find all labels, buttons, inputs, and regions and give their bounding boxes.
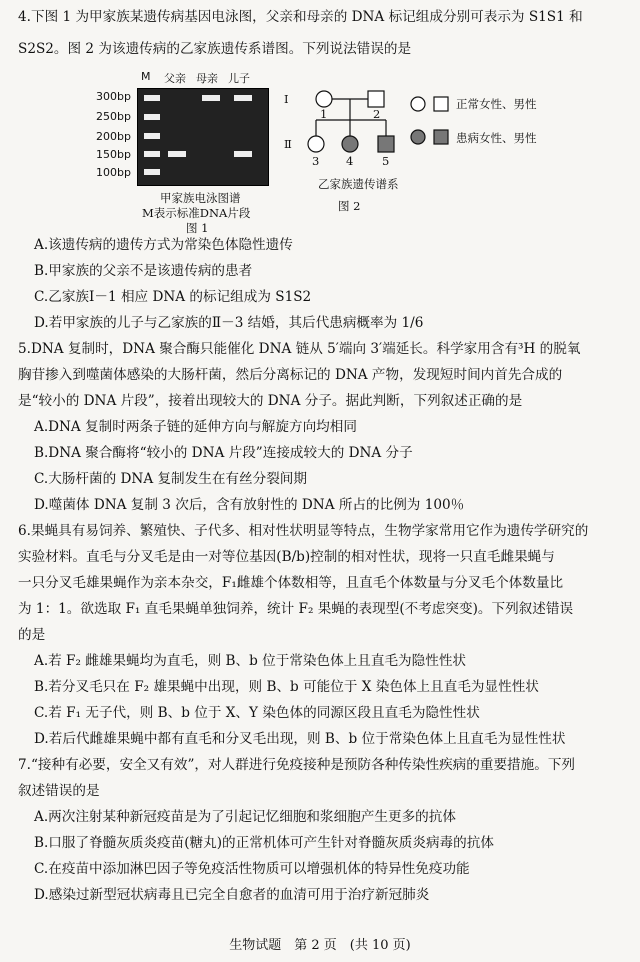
q6-option-d: D.若后代雌雄果蝇中都有直毛和分叉毛出现，则 B、b 位于常染色体上且直毛为显性性状	[34, 731, 566, 747]
legend-affected-text: 患病女性、男性	[456, 131, 537, 145]
fig1-label: 图 1	[186, 221, 209, 235]
q5-option-b: B.DNA 聚合酶将“较小的 DNA 片段”连接成较大的 DNA 分子	[34, 445, 413, 461]
q4-stem-line2: S2S2。图 2 为该遗传病的乙家族遗传系谱图。下列说法错误的是	[18, 41, 412, 57]
pedigree-i1-female	[316, 91, 332, 107]
marker-300: 300bp	[96, 90, 131, 103]
fig2-label: 图 2	[338, 199, 361, 213]
q4-stem-line1: 4.下图 1 为甲家族某遗传病基因电泳图，父亲和母亲的 DNA 标记组成分别可表示为 S1S1 和	[18, 9, 583, 25]
marker-150: 150bp	[96, 148, 131, 161]
q7-stem-line2: 叙述错误的是	[18, 783, 100, 799]
page-footer: 生物试题 第 2 页 (共 10 页)	[229, 938, 411, 953]
marker-100: 100bp	[96, 166, 131, 179]
fig2-caption: 乙家族遗传谱系	[318, 177, 399, 191]
q6-stem-line1: 6.果蝇具有易饲养、繁殖快、子代多、相对性状明显等特点，生物学家常用它作为遗传学研究的	[18, 523, 589, 539]
q6-stem-line3: 一只分叉毛雄果蝇作为亲本杂交，F₁雌雄个体数相等，且直毛个体数量与分叉毛个体数量比	[18, 575, 564, 591]
q6-stem-line2: 实验材料。直毛与分叉毛是由一对等位基因(B/b)控制的相对性状，现将一只直毛雌果蝇与	[18, 549, 555, 565]
legend-affected-male	[434, 130, 448, 144]
q6-option-b: B.若分叉毛只在 F₂ 雄果蝇中出现，则 B、b 可能位于 X 染色体上且直毛为显性性状	[34, 679, 539, 695]
num-3: 3	[312, 154, 320, 168]
q4-option-a: A.该遗传病的遗传方式为常染色体隐性遗传	[34, 237, 293, 253]
lane-label-son: 儿子	[228, 72, 250, 85]
fig1-caption1: 甲家族电泳图谱	[160, 191, 241, 205]
q5-option-d: D.噬菌体 DNA 复制 3 次后，含有放射性的 DNA 所占的比例为 100％	[34, 497, 465, 513]
q6-stem-line4: 为 1：1。欲选取 F₁ 直毛果蝇单独饲养，统计 F₂ 果蝇的表现型(不考虑突变)。下列叙述错误	[18, 601, 574, 617]
q4-option-b: B.甲家族的父亲不是该遗传病的患者	[34, 263, 253, 279]
q5-option-c: C.大肠杆菌的 DNA 复制发生在有丝分裂间期	[34, 471, 307, 487]
q7-option-c: C.在疫苗中添加淋巴因子等免疫活性物质可以增强机体的特异性免疫功能	[34, 861, 470, 877]
q5-stem-line2: 胸苷掺入到噬菌体感染的大肠杆菌，然后分离标记的 DNA 产物，发现短时间内首先合成的	[18, 367, 563, 383]
fig1-caption2: M表示标准DNA片段	[142, 206, 251, 220]
q6-option-a: A.若 F₂ 雌雄果蝇均为直毛，则 B、b 位于常染色体上且直毛为隐性性状	[34, 653, 467, 669]
pedigree-i2-male	[368, 91, 384, 107]
pedigree-ii5-affected-male	[378, 136, 394, 152]
q7-option-b: B.口服了脊髓灰质炎疫苗(糖丸)的正常机体可产生针对脊髓灰质炎病毒的抗体	[34, 835, 494, 851]
q6-option-c: C.若 F₁ 无子代，则 B、b 位于 X、Y 染色体的同源区段且直毛为隐性性状	[34, 705, 480, 721]
pedigree-ii4-affected-female	[342, 136, 358, 152]
lane-label-mother: 母亲	[196, 72, 218, 85]
num-1: 1	[320, 107, 328, 121]
gen-label-1: Ⅰ	[284, 92, 289, 106]
q7-stem-line1: 7.“接种有必要，安全又有效”，对人群进行免疫接种是预防各种传染性疾病的重要措施。下列	[18, 757, 576, 773]
q6-stem-line5: 的是	[18, 627, 46, 643]
q7-option-a: A.两次注射某种新冠疫苗是为了引起记忆细胞和浆细胞产生更多的抗体	[34, 809, 456, 825]
q4-option-c: C.乙家族Ⅰ－1 相应 DNA 的标记组成为 S1S2	[34, 289, 312, 305]
marker-200: 200bp	[96, 130, 131, 143]
lane-label-m: M	[141, 70, 151, 83]
num-5: 5	[382, 154, 390, 168]
q5-stem-line3: 是“较小的 DNA 片段”，接着出现较大的 DNA 分子。据此判断，下列叙述正确的是	[18, 393, 523, 409]
q5-option-a: A.DNA 复制时两条子链的延伸方向与解旋方向均相同	[34, 419, 357, 435]
marker-250: 250bp	[96, 110, 131, 123]
q4-option-d: D.若甲家族的儿子与乙家族的Ⅱ－3 结婚，其后代患病概率为 1/6	[34, 315, 424, 331]
lane-label-father: 父亲	[164, 72, 186, 85]
q7-option-d: D.感染过新型冠状病毒且已完全自愈者的血清可用于治疗新冠肺炎	[34, 887, 430, 903]
gen-label-2: Ⅱ	[284, 137, 292, 151]
num-2: 2	[373, 107, 381, 121]
legend-normal-male	[434, 97, 448, 111]
num-4: 4	[346, 154, 354, 168]
pedigree-ii3-female	[308, 136, 324, 152]
legend-normal-female	[411, 97, 425, 111]
legend-normal-text: 正常女性、男性	[456, 97, 537, 111]
q5-stem-line1: 5.DNA 复制时，DNA 聚合酶只能催化 DNA 链从 5′端向 3′端延长。科学家用含有³H 的脱氧	[18, 341, 581, 357]
legend-affected-female	[411, 130, 425, 144]
